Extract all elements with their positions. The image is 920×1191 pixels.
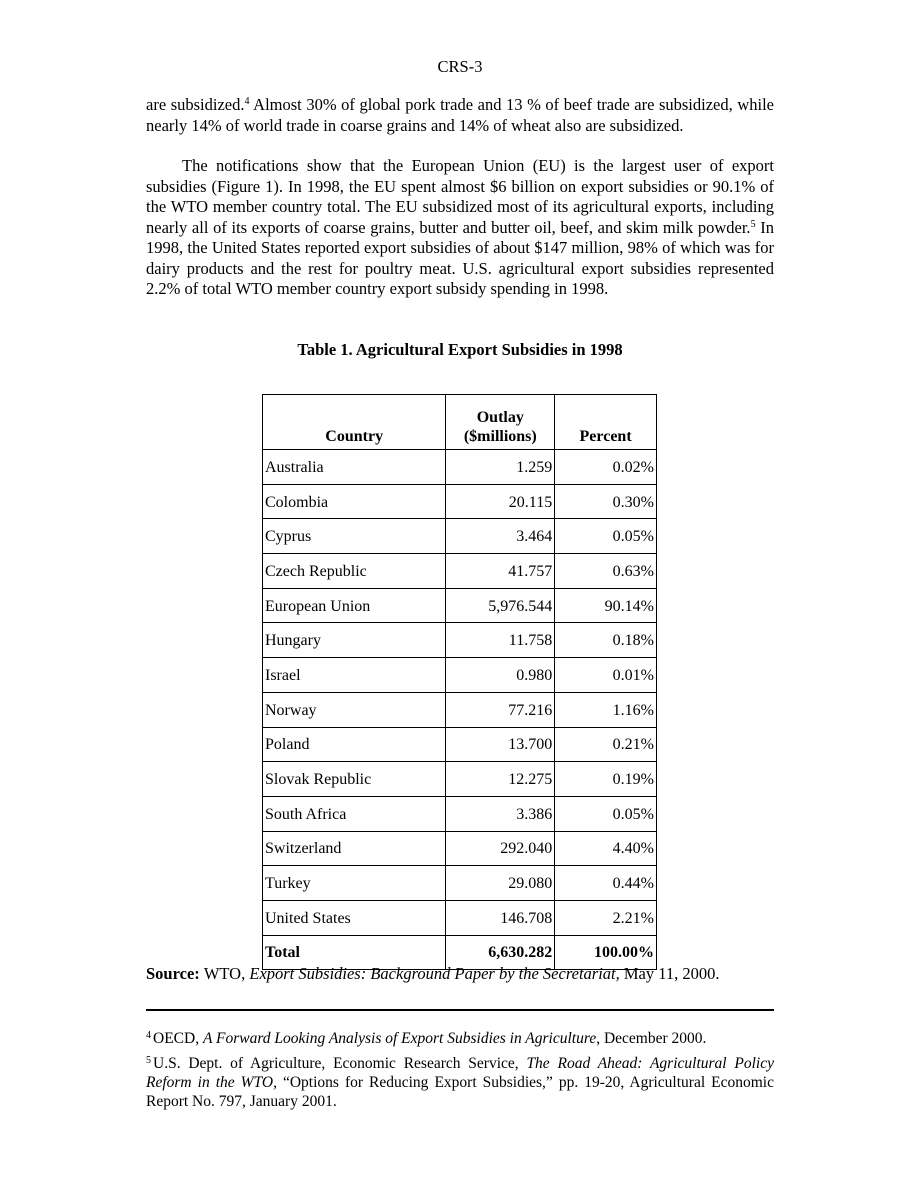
source-title: Export Subsidies: Background Paper by the Secretariat, <box>249 964 620 983</box>
footnote-pre: OECD, <box>153 1030 203 1047</box>
country-cell: Cyprus <box>263 519 446 554</box>
country-cell: European Union <box>263 588 446 623</box>
percent-cell: 4.40% <box>555 831 657 866</box>
table-row <box>263 484 657 519</box>
percent-cell: 0.30% <box>555 484 657 519</box>
percent-cell: 0.63% <box>555 554 657 589</box>
country-cell: Israel <box>263 658 446 693</box>
table-row <box>263 796 657 831</box>
footnote-4 <box>146 1029 774 1048</box>
outlay-cell: 5,976.544 <box>446 588 555 623</box>
footnote-pre: U.S. Dept. of Agriculture, Economic Research Service, <box>153 1055 527 1072</box>
table-row <box>263 692 657 727</box>
outlay-header-line2: ($millions) <box>463 428 537 445</box>
total-percent-cell: 100.00% <box>555 935 657 970</box>
total-outlay-cell: 6,630.282 <box>446 935 555 970</box>
outlay-cell: 20.115 <box>446 484 555 519</box>
outlay-cell: 0.980 <box>446 658 555 693</box>
table-row <box>263 588 657 623</box>
country-cell: Turkey <box>263 866 446 901</box>
table-row <box>263 658 657 693</box>
percent-cell: 0.05% <box>555 796 657 831</box>
outlay-cell: 146.708 <box>446 900 555 935</box>
table-row <box>263 554 657 589</box>
table-row <box>263 762 657 797</box>
footnote-ref-5: 5 <box>750 218 756 230</box>
outlay-cell: 12.275 <box>446 762 555 797</box>
paragraph-1 <box>146 95 774 136</box>
source-org: WTO, <box>203 964 250 983</box>
percent-cell: 0.01% <box>555 658 657 693</box>
table-row <box>263 519 657 554</box>
country-cell: Hungary <box>263 623 446 658</box>
paragraph-2-text-b: In 1998, the United States reported export subsidies of about $147 million, 98% of which was for dairy products and the rest for poultry meat. U.S. agricultural export subsidies represented 2.2% of total WTO member country export subsidy spending in 1998. <box>146 217 774 298</box>
table-title: Table 1. Agricultural Export Subsidies in 1998 <box>297 340 623 359</box>
percent-cell: 2.21% <box>555 900 657 935</box>
percent-cell: 0.21% <box>555 727 657 762</box>
footnotes <box>146 1029 774 1117</box>
total-label-cell: Total <box>263 935 446 970</box>
footnote-number: 4 <box>146 1030 151 1041</box>
country-cell: Norway <box>263 692 446 727</box>
outlay-cell: 1.259 <box>446 450 555 485</box>
footnote-post: , “Options for Reducing Export Subsidies,” pp. 19-20, Agricultural Economic Report No. 797, January 2001. <box>146 1074 774 1110</box>
table-header-row <box>263 395 657 450</box>
table-row <box>263 450 657 485</box>
outlay-header-line1: Outlay <box>476 409 524 426</box>
country-cell: United States <box>263 900 446 935</box>
footnote-number: 5 <box>146 1055 151 1066</box>
footnote-title: The Road Ahead: Agricultural Policy Reform in the WTO <box>146 1055 774 1091</box>
percent-cell: 0.19% <box>555 762 657 797</box>
percent-cell: 0.05% <box>555 519 657 554</box>
paragraph-1-text-a: are subsidized. <box>146 95 245 114</box>
column-header-percent: Percent <box>555 395 657 450</box>
table-row <box>263 831 657 866</box>
table-row <box>263 900 657 935</box>
footnote-5 <box>146 1054 774 1111</box>
outlay-cell: 13.700 <box>446 727 555 762</box>
table-row <box>263 727 657 762</box>
table-row <box>263 623 657 658</box>
paragraph-2 <box>146 156 774 300</box>
outlay-cell: 3.386 <box>446 796 555 831</box>
percent-cell: 90.14% <box>555 588 657 623</box>
footnote-ref-4: 4 <box>244 96 250 107</box>
percent-cell: 0.02% <box>555 450 657 485</box>
page-header: CRS-3 <box>437 57 483 76</box>
country-cell: Slovak Republic <box>263 762 446 797</box>
footnote-divider <box>146 1009 774 1011</box>
outlay-cell: 11.758 <box>446 623 555 658</box>
percent-cell: 0.44% <box>555 866 657 901</box>
country-cell: Australia <box>263 450 446 485</box>
outlay-cell: 29.080 <box>446 866 555 901</box>
paragraph-1-text-b: Almost 30% of global pork trade and 13 % of beef trade are subsidized, while nearly 14% of world trade in coarse grains and 14% of wheat also are subsidized. <box>146 95 774 135</box>
table-row <box>263 866 657 901</box>
percent-cell: 0.18% <box>555 623 657 658</box>
export-subsidies-table <box>262 394 657 970</box>
source-note <box>146 964 774 984</box>
source-date: May 11, 2000. <box>619 964 720 983</box>
outlay-cell: 41.757 <box>446 554 555 589</box>
footnote-title: A Forward Looking Analysis of Export Subsidies in Agriculture <box>202 1030 597 1047</box>
country-cell: Colombia <box>263 484 446 519</box>
outlay-cell: 3.464 <box>446 519 555 554</box>
percent-cell: 1.16% <box>555 692 657 727</box>
source-label: Source: <box>146 964 200 983</box>
country-cell: Poland <box>263 727 446 762</box>
column-header-country: Country <box>263 395 446 450</box>
country-cell: Czech Republic <box>263 554 446 589</box>
paragraph-2-text-a: The notifications show that the European Union (EU) is the largest user of export subsidies (Figure 1). In 1998, the EU spent almost $6 billion on export subsidies or 90.1% of the WTO member country total. The EU subsidized most of its agricultural exports, including nearly all of its exports of coarse grains, butter and butter oil, beef, and skim milk powder. <box>146 156 774 237</box>
footnote-post: , December 2000. <box>596 1030 707 1047</box>
outlay-cell: 77.216 <box>446 692 555 727</box>
country-cell: South Africa <box>263 796 446 831</box>
table-body <box>263 450 657 970</box>
country-cell: Switzerland <box>263 831 446 866</box>
column-header-outlay <box>446 395 555 450</box>
outlay-cell: 292.040 <box>446 831 555 866</box>
